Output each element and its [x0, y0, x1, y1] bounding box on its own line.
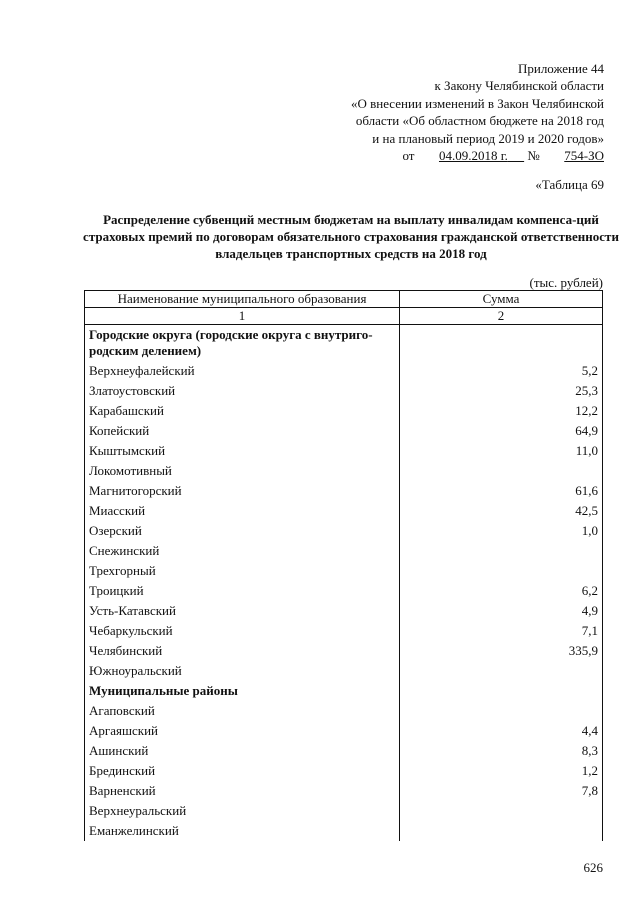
- municipality-name: Челябинский: [85, 641, 400, 661]
- table-row: [85, 541, 603, 561]
- table-row: [85, 761, 603, 781]
- amount-value: [400, 541, 603, 561]
- units-label: (тыс. рублей): [529, 275, 603, 290]
- amount-value: [400, 801, 603, 821]
- amount-value: [400, 561, 603, 581]
- amount-value: 25,3: [400, 381, 603, 401]
- appendix-line: и на плановый период 2019 и 2020 годов»: [372, 130, 604, 146]
- municipality-name: Брединский: [85, 761, 400, 781]
- appendix-line: «О внесении изменений в Закон Челябинской: [350, 95, 604, 111]
- header-name-column: Наименование муниципального образования: [85, 291, 400, 308]
- table-row: [85, 601, 603, 621]
- from-label: от: [402, 148, 415, 164]
- table-row: [85, 821, 603, 841]
- amount-value: 8,3: [400, 741, 603, 761]
- amount-value: 42,5: [400, 501, 603, 521]
- table-row: [85, 461, 603, 481]
- table-row: [85, 781, 603, 801]
- municipality-name: Локомотивный: [85, 461, 400, 481]
- municipality-name: Снежинский: [85, 541, 400, 561]
- decree-date: 04.09.2018 г.: [438, 148, 508, 164]
- table-row: [85, 581, 603, 601]
- amount-value: 5,2: [400, 361, 603, 381]
- amount-value: 4,4: [400, 721, 603, 741]
- amount-value: 1,0: [400, 521, 603, 541]
- table-header-row: [85, 291, 603, 308]
- table-reference: «Таблица 69: [535, 177, 604, 192]
- amount-value: 1,2: [400, 761, 603, 781]
- number-label: №: [527, 148, 540, 164]
- appendix-header: [351, 60, 604, 164]
- table-row: [85, 361, 603, 381]
- section-row: [85, 325, 603, 362]
- document-title: Распределение субвенций местным бюджетам на выплату инвалидам компенса-ций страховых премий по договорам обязательного страхования гражданской ответственности владельцев транспортных средств на 2018 год: [83, 212, 619, 261]
- column-number-row: [85, 308, 603, 325]
- table-row: [85, 801, 603, 821]
- municipality-name: Верхнеуральский: [85, 801, 400, 821]
- amount-value: [400, 821, 603, 841]
- amount-value: 64,9: [400, 421, 603, 441]
- decree-date-number: [351, 147, 604, 164]
- subvention-table: [84, 290, 603, 841]
- amount-value: [400, 325, 603, 362]
- municipality-name: Озерский: [85, 521, 400, 541]
- table-row: [85, 561, 603, 581]
- municipality-name: Карабашский: [85, 401, 400, 421]
- amount-value: 11,0: [400, 441, 603, 461]
- table-row: [85, 721, 603, 741]
- table-row: [85, 741, 603, 761]
- municipality-name: Троицкий: [85, 581, 400, 601]
- municipality-name: Копейский: [85, 421, 400, 441]
- municipality-name: Миасский: [85, 501, 400, 521]
- municipality-name: Агаповский: [85, 701, 400, 721]
- municipality-name: Ашинский: [85, 741, 400, 761]
- table-body: [85, 325, 603, 842]
- municipality-name: Южноуральский: [85, 661, 400, 681]
- amount-value: [400, 681, 603, 701]
- municipality-name: Усть-Катавский: [85, 601, 400, 621]
- column-number: 1: [85, 308, 400, 325]
- municipality-name: Чебаркульский: [85, 621, 400, 641]
- amount-value: [400, 701, 603, 721]
- amount-value: [400, 461, 603, 481]
- table-row: [85, 381, 603, 401]
- municipality-name: Варненский: [85, 781, 400, 801]
- table-row: [85, 661, 603, 681]
- table-row: [85, 421, 603, 441]
- table-row: [85, 621, 603, 641]
- appendix-line: к Закону Челябинской области: [434, 78, 604, 94]
- amount-value: 61,6: [400, 481, 603, 501]
- amount-value: 7,1: [400, 621, 603, 641]
- table-row: [85, 441, 603, 461]
- amount-value: 335,9: [400, 641, 603, 661]
- page-number: 626: [583, 860, 603, 875]
- decree-number: 754-ЗО: [564, 148, 604, 164]
- appendix-line: области «Об областном бюджете на 2018 год: [355, 113, 604, 129]
- municipality-name: Златоустовский: [85, 381, 400, 401]
- municipality-name: Верхнеуфалейский: [85, 361, 400, 381]
- table-row: [85, 521, 603, 541]
- municipality-name: Аргаяшский: [85, 721, 400, 741]
- municipality-name: Городские округа (городские округа с внутриго-родским делением): [85, 325, 400, 362]
- table-row: [85, 501, 603, 521]
- amount-value: 4,9: [400, 601, 603, 621]
- appendix-line: Приложение 44: [517, 61, 604, 76]
- subvention-table-wrapper: [84, 290, 603, 841]
- amount-value: 6,2: [400, 581, 603, 601]
- column-number: 2: [400, 308, 603, 325]
- municipality-name: Трехгорный: [85, 561, 400, 581]
- municipality-name: Магнитогорский: [85, 481, 400, 501]
- section-row: [85, 681, 603, 701]
- amount-value: [400, 661, 603, 681]
- table-row: [85, 481, 603, 501]
- amount-value: 7,8: [400, 781, 603, 801]
- amount-value: 12,2: [400, 401, 603, 421]
- municipality-name: Кыштымский: [85, 441, 400, 461]
- municipality-name: Еманжелинский: [85, 821, 400, 841]
- municipality-name: Муниципальные районы: [85, 681, 400, 701]
- table-row: [85, 641, 603, 661]
- header-sum-column: Сумма: [400, 291, 603, 308]
- table-row: [85, 701, 603, 721]
- table-row: [85, 401, 603, 421]
